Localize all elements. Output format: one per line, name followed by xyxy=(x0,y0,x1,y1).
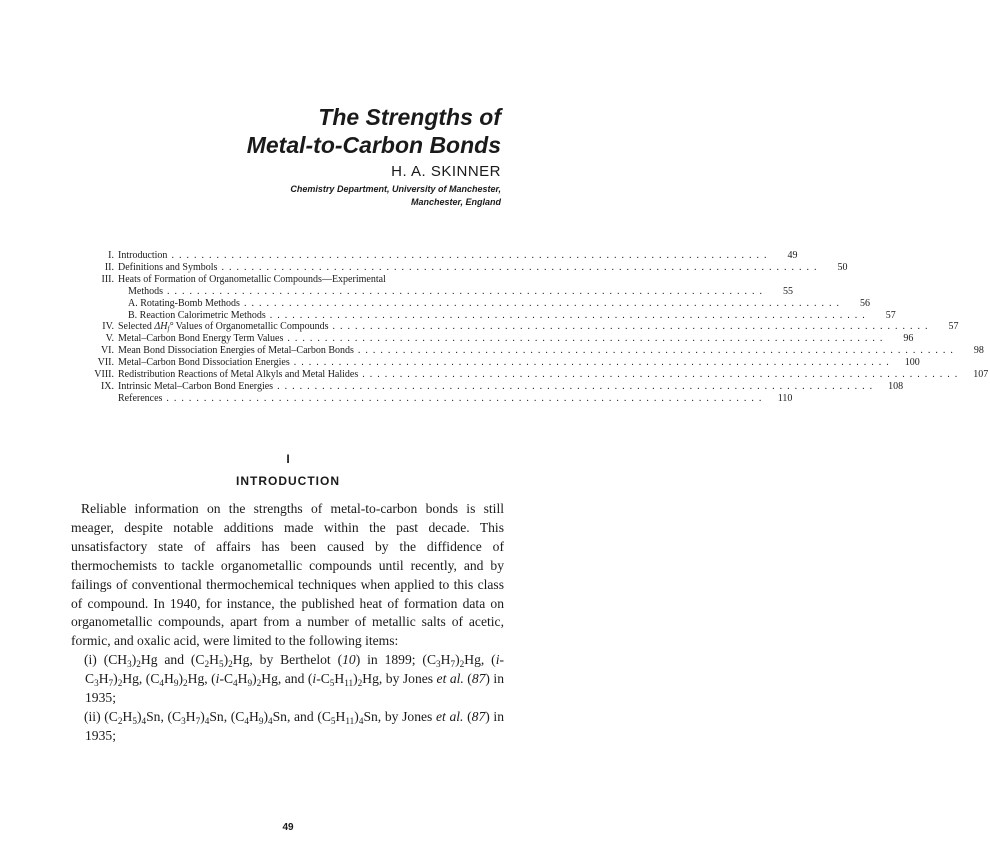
toc-entry-title: Intrinsic Metal–Carbon Bond Energies xyxy=(118,380,274,392)
toc-entry-title: Heats of Formation of Organometallic Compounds—Experimental xyxy=(118,273,386,285)
toc-leader-dots: ................................................................................ xyxy=(277,380,878,392)
body-text xyxy=(71,500,504,746)
toc-entry-page: 110 xyxy=(777,392,793,404)
toc-entry-page: 57 xyxy=(885,309,896,321)
toc-leader-dots: ................................................................................ xyxy=(243,297,844,309)
toc-leader-dots: ................................................................................ xyxy=(357,345,958,357)
toc-entry-page: 98 xyxy=(973,345,984,357)
toc-entry xyxy=(70,297,870,310)
section-title: INTRODUCTION xyxy=(236,474,340,488)
toc-entry-title: Metal–Carbon Bond Dissociation Energies xyxy=(118,357,290,369)
toc-entry xyxy=(70,357,920,369)
toc-entry-number: VIII. xyxy=(94,369,114,381)
toc-leader-dots: ................................................................................ xyxy=(269,309,870,321)
page-number: 49 xyxy=(282,822,294,833)
toc-entry-title: Mean Bond Dissociation Energies of Metal–Carbon Bonds xyxy=(118,345,354,357)
toc-leader-dots: ................................................................................ xyxy=(362,369,963,381)
toc-entry-number: II. xyxy=(104,261,114,273)
toc-entry-page: 50 xyxy=(837,261,848,273)
toc-entry-title: Introduction xyxy=(118,250,168,261)
toc-leader-dots: ................................................................................ xyxy=(293,357,894,369)
toc-entry-title: Redistribution Reactions of Metal Alkyls and Metal Halides xyxy=(118,369,359,381)
toc-entry-page: 57 xyxy=(948,321,959,333)
toc-entry-title: Definitions and Symbols xyxy=(118,261,218,273)
toc-entry xyxy=(70,309,896,322)
affiliation-line-2: Manchester, England xyxy=(410,197,501,207)
author-name: H. A. SKINNER xyxy=(391,163,501,180)
toc-entry-number: VI. xyxy=(100,345,114,357)
toc-entry xyxy=(70,369,989,381)
toc-entry xyxy=(70,345,984,357)
toc-leader-dots: ................................................................................ xyxy=(167,285,767,297)
toc-entry xyxy=(70,250,798,262)
intro-paragraph: Reliable information on the strengths of metal-to-carbon bonds is still meager, despite notable additions made within the past decade. This unsatisfactory state of affairs has been caused by the diffidence of thermochemists to tackle organometallic compounds until recently, and by failings of conventional thermochemical techniques when applied to this class of compound. In 1940, for instance, the published heat of formation data on organometallic compounds, apart from a number of metallic salts of acetic, formic, and oxalic acid, were limited to the following items: xyxy=(71,501,504,649)
chapter-title-line-1: The Strengths of xyxy=(318,104,501,130)
toc-entry-number: IX. xyxy=(100,380,114,392)
list-item-1: (i) $(CH_3)_2Hg$ and $(C_2H_5)_2Hg$, by Berthelot (10) in 1899; $(C_3H_7)_2Hg$, $(i-C_3H_7)_2Hg$, $(C_4H_9)_2Hg$, $(i-C_4H_9)_2Hg$, and $(i-C_5H_{11})_2Hg$, by Jones et al. (87) in 1935; xyxy=(84,652,504,706)
toc-entry xyxy=(70,285,793,298)
toc-entry-number: VII. xyxy=(97,357,114,369)
affiliation-line-1: Chemistry Department, University of Manchester, xyxy=(290,184,501,194)
toc-entry-title: A. Rotating-Bomb Methods xyxy=(128,297,240,309)
toc-entry-page: 100 xyxy=(904,357,920,369)
toc-entry xyxy=(70,380,904,393)
toc-entry-title: References xyxy=(118,392,163,404)
list-item-2: (ii) $(C_2H_5)_4Sn$, $(C_3H_7)_4Sn$, $(C_4H_9)_4Sn$, and $(C_5H_{11})_4Sn$, by Jones et al. (87) in 1935; xyxy=(84,708,504,743)
toc-entry-title: Methods xyxy=(128,285,163,297)
toc-leader-dots: ................................................................................ xyxy=(166,392,767,404)
toc-entry xyxy=(70,274,470,286)
toc-entry-number: V. xyxy=(105,333,114,345)
toc-entry-page: 49 xyxy=(787,250,798,261)
chapter-title-line-2: Metal-to-Carbon Bonds xyxy=(246,132,501,158)
toc-entry-page: 96 xyxy=(903,333,914,345)
toc-entry-title: Metal–Carbon Bond Energy Term Values xyxy=(118,333,284,345)
toc-entry-number: IV. xyxy=(102,321,114,333)
toc-leader-dots: ................................................................................ xyxy=(221,261,822,273)
toc-entry xyxy=(70,321,959,334)
toc-entry-title: Selected $\Delta H_f^\circ$ Values of Organometallic Compounds xyxy=(118,321,329,334)
table-of-contents xyxy=(70,250,989,405)
toc-leader-dots: ................................................................................ xyxy=(332,321,933,333)
toc-entry-title: B. Reaction Calorimetric Methods xyxy=(128,309,266,321)
toc-entry-page: 107 xyxy=(973,369,989,381)
toc-entry xyxy=(70,392,793,405)
section-number: I xyxy=(286,452,290,466)
toc-entry-page: 56 xyxy=(859,297,870,309)
toc-leader-dots: ................................................................................ xyxy=(287,333,888,345)
toc-entry xyxy=(70,261,848,274)
toc-entry-number: III. xyxy=(101,273,114,285)
toc-leader-dots: ................................................................................ xyxy=(171,250,772,261)
toc-entry-page: 108 xyxy=(888,380,904,392)
toc-entry xyxy=(70,333,914,345)
toc-entry-page: 55 xyxy=(783,285,793,297)
toc-entry-number: I. xyxy=(108,250,114,261)
